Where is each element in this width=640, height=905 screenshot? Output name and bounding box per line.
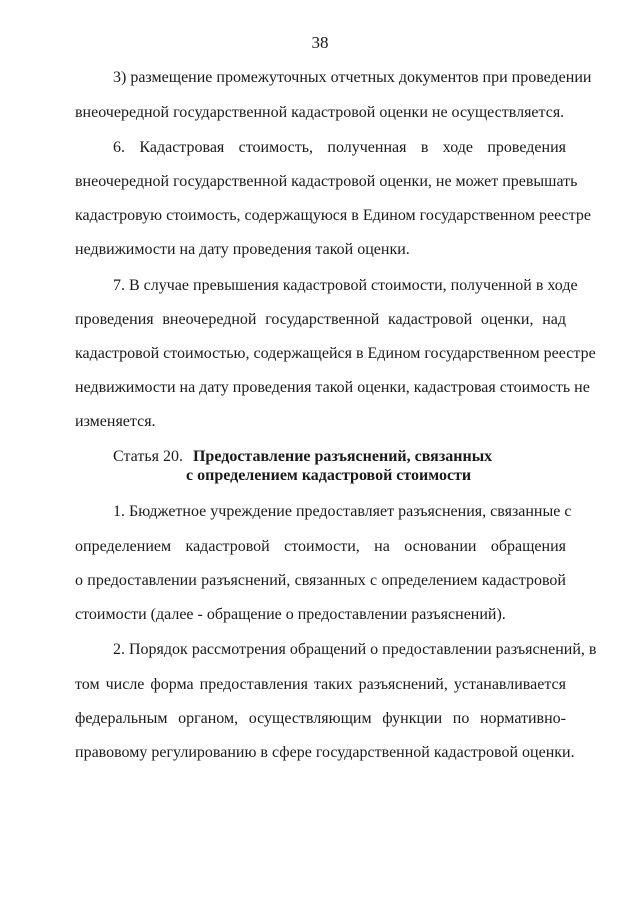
text-line: недвижимости на дату проведения такой оценки. <box>75 241 410 258</box>
text-line: о предоставлении разъяснений, связанных с определением кадастровой <box>75 572 566 589</box>
text-line: проведения внеочередной государственной кадастровой оценки, над <box>75 311 566 328</box>
text-line: внеочередной государственной кадастровой оценки, не может превышать <box>75 173 578 190</box>
text-line: 2. Порядок рассмотрения обращений о предоставлении разъяснений, в <box>113 641 597 658</box>
text-line: федеральным органом, осуществляющим функции по нормативно- <box>75 710 566 727</box>
text-line: изменяется. <box>75 413 156 430</box>
article-label: Статья 20. <box>113 448 183 465</box>
text-line: 3) размещение промежуточных отчетных документов при проведении <box>113 69 592 86</box>
article-heading <box>113 447 492 467</box>
article-title-line2: с определением кадастровой стоимости <box>186 467 472 484</box>
text-line: кадастровой стоимостью, содержащейся в Едином государственном реестре <box>75 345 596 362</box>
text-line: внеочередной государственной кадастровой оценки не осуществляется. <box>75 104 565 121</box>
page-number: 38 <box>311 33 329 52</box>
text-line: 1. Бюджетное учреждение предоставляет разъяснения, связанные с <box>113 503 572 520</box>
text-line: недвижимости на дату проведения такой оценки, кадастровая стоимость не <box>75 379 590 396</box>
text-line: том числе форма предоставления таких разъяснений, устанавливается <box>75 676 566 693</box>
text-line: определением кадастровой стоимости, на основании обращения <box>75 538 566 555</box>
text-line: кадастровую стоимость, содержащуюся в Едином государственном реестре <box>75 207 591 224</box>
text-line: стоимости (далее - обращение о предоставлении разъяснений). <box>75 606 506 623</box>
text-line: 7. В случае превышения кадастровой стоимости, полученной в ходе <box>113 277 578 294</box>
text-line: 6. Кадастровая стоимость, полученная в ходе проведения <box>113 139 566 156</box>
text-line: правовому регулированию в сфере государственной кадастровой оценки. <box>75 744 575 761</box>
article-title-line1: Предоставление разъяснений, связанных <box>192 448 493 465</box>
